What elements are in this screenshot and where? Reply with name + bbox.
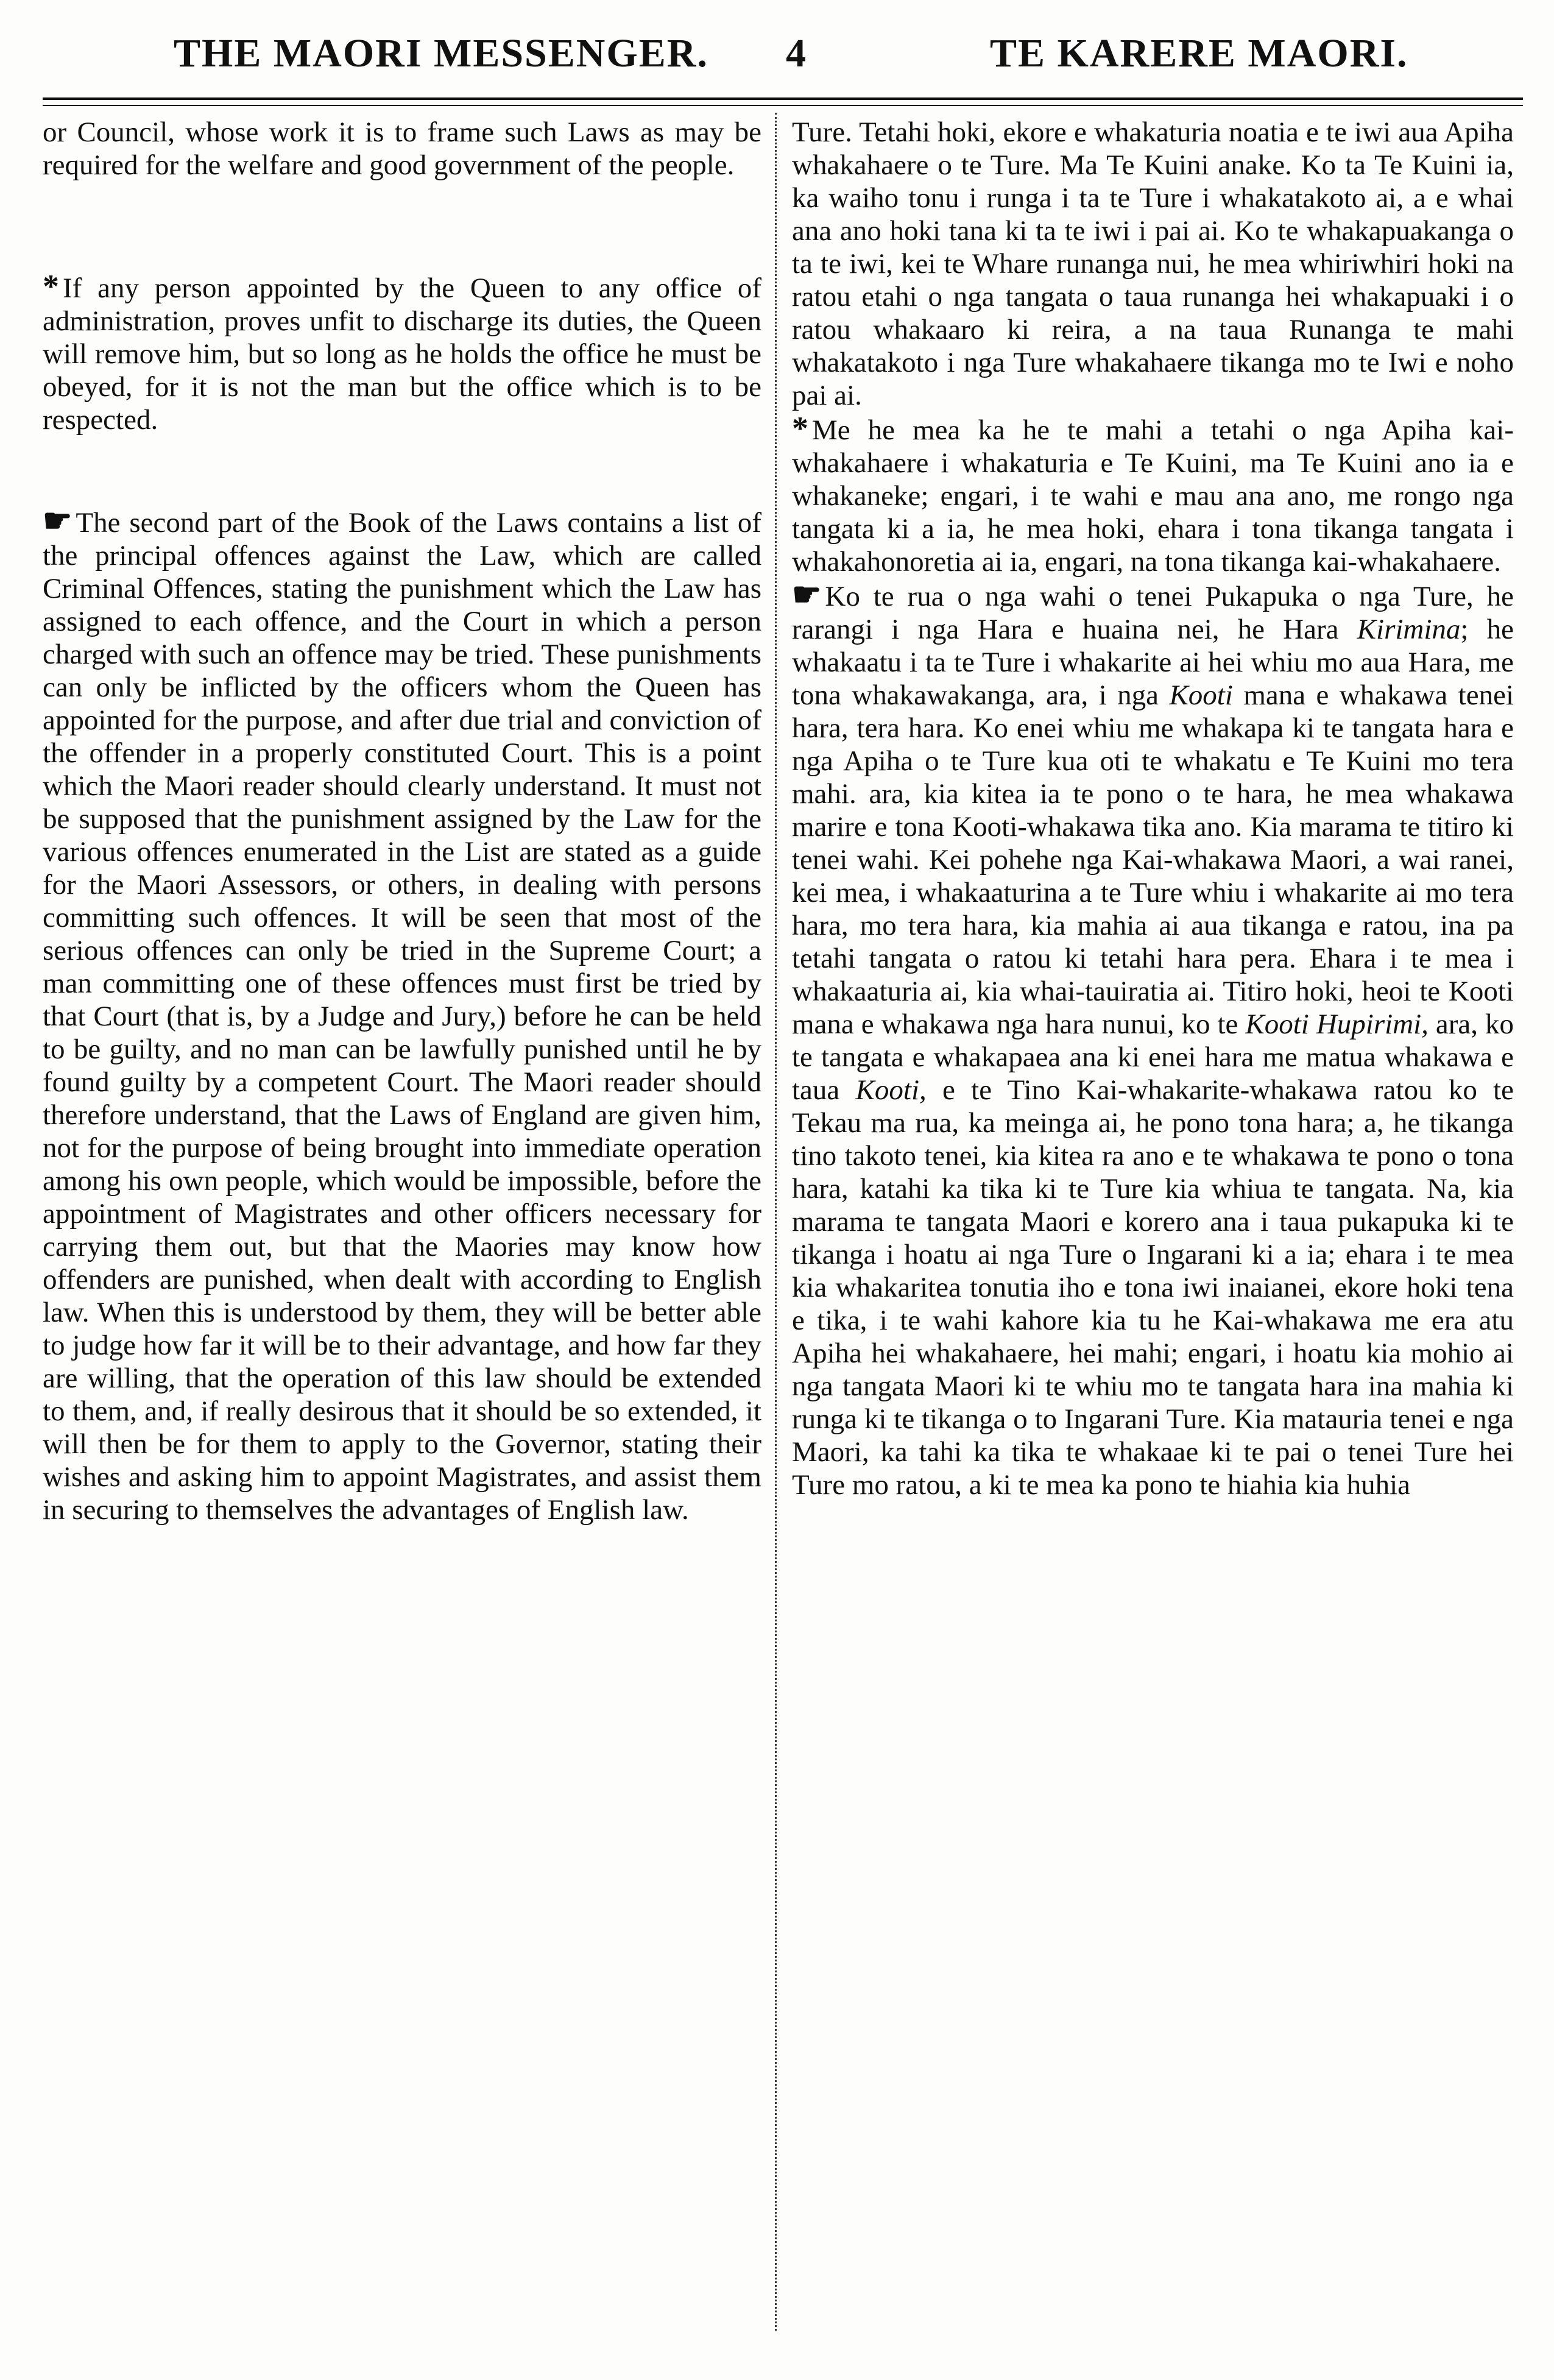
maori-paragraph-apiha [792,412,1514,578]
page-header [0,12,1554,91]
maori-column [792,116,1514,1501]
maori-paragraph-apiha-text: Me he mea ka he te mahi a tetahi o nga Apiha kai-whakahaere i whakaturia e Te Kuini, ma Te Kuini ano ia e whakaneke; engari, i te wahi e mau ana ano, me rongo nga tangata ki a ia, he mea hoki, ehara i tona tikanga tangata i whakahonoretia ai ia, engari, na tona tikanga kai-whakahaere. [792,414,1514,578]
italic-kooti-hupirimi: Kooti Hupirimi, [1245,1008,1429,1040]
maori-paragraph-hara [792,578,1514,1501]
maori-paragraph-ture-text: Ture. Tetahi hoki, ekore e whakaturia noatia e te iwi aua Apiha whakahaere o te Ture. Ma Te Kuini anake. Ko ta Te Kuini ia, ka waiho tonu i runga i ta te Ture i whakatakoto ai, a e whai ana ano hoki tana ki ta te iwi i pai ai. Ko te whakapuakanga o ta te iwi, kei te Whare runanga nui, he mea whiriwhiri hoki na ratou etahi o nga tangata o taua runanga hei whakapuaki i o ratou whakaaro ki reira, a na taua Runanga te mahi whakatakoto i nga Ture whakahaere tikanga mo te Iwi e noho pai ai. [792,116,1514,411]
pointing-hand-icon: ☛ [792,576,822,613]
paragraph-gap [43,182,761,270]
english-paragraph-offences [43,505,761,1526]
italic-kooti: Kooti [1169,679,1233,711]
english-paragraph-council [43,116,761,182]
header-rule [43,97,1523,100]
maori-paragraph-hara-text: ; he whakaatu i ta te Ture i whakarite ai hei whiu mo aua Hara, me tona whakawakanga, ara, i nga [792,614,1514,711]
english-column [43,116,761,1526]
maori-paragraph-ture [792,116,1514,412]
asterisk-mark-icon: * [792,410,808,447]
masthead-english: THE MAORI MESSENGER. [174,31,708,76]
english-paragraph-council-text: or Council, whose work it is to frame such Laws as may be required for the welfare and good government of the people. [43,116,761,181]
english-paragraph-offences-text: The second part of the Book of the Laws contains a list of the principal offences against the Law, which are called Criminal Offences, stating the punishment which the Law has assigned to each offence, and the Court in which a person charged with such an offence may be tried. These punishments can only be inflicted by the officers whom the Queen has appointed for the purpose, and after due trial and conviction of the offender in a properly constituted Court. This is a point which the Maori reader should clearly understand. It must not be supposed that the punishment assigned by the Law for the various offences enumerated in the List are stated as a guide for the Maori Assessors, or others, in dealing with persons committing such offences. It will be seen that most of the serious offences can only be tried in the Supreme Court; a man committing one of these offences must first be tried by that Court (that is, by a Judge and Jury,) before he can be held to be guilty, and no man can be lawfully punished until he by found guilty by a competent Court. The Maori reader should therefore understand, that the Laws of England are given him, not for the purpose of being brought into immediate operation among his own people, which would be impossible, before the appointment of Magistrates and other officers necessary for carrying them out, but that the Maories may know how offenders are punished, when dealt with according to English law. When this is understood by them, they will be better able to judge how far it will be to their advantage, and how far they are willing, that the operation of this law should be extended to them, and, if really desirous that it should be so extended, it will then be for them to apply to the Governor, stating their wishes and asking him to appoint Magistrates, and assist them in securing to themselves the advantages of English law. [43,507,761,1526]
italic-kirimina: Kirimina [1357,614,1461,645]
masthead-maori: TE KARERE MAORI. [990,31,1408,76]
column-divider [775,113,777,2331]
maori-paragraph-hara-text: Ko te rua o nga wahi o tenei Pukapuka o nga Ture, he rarangi i nga Hara e huaina nei, he Hara [792,581,1514,645]
maori-paragraph-hara-text: mana e whakawa tenei hara, tera hara. Ko enei whiu me whakapa ki te tangata hara e nga Apiha o te Ture kua oti te whakatu e Te Kuini mo tera mahi. ara, kia kitea ia te pono o te hara, he mea whakawa marire e tona Kooti-whakawa tika ano. Kia marama te titiro ki tenei wahi. Kei pohehe nga Kai-whakawa Maori, a wai ranei, kei mea, i whakaaturina a te Ture whiu i whakarite ai mo tera hara, mo tera hara, kia mahia ai aua tikanga e ratou, ina pa tetahi tangata o ratou ki tetahi hara pera. Ehara i te mea i whakaaturia ai, kia whai-tauiratia ai. Titiro hoki, heoi te Kooti mana e whakawa nga hara nunui, ko te [792,679,1514,1040]
header-rule-thin [43,105,1523,106]
english-paragraph-office [43,270,761,436]
italic-kooti: Kooti, [855,1074,927,1106]
page-number: 4 [786,31,807,76]
maori-paragraph-hara-text: e te Tino Kai-whakarite-whakawa ratou ko te Tekau ma rua, ka meinga ai, he pono tona hara; a, he tikanga tino takoto tenei, kia kitea ra ano e te whakawa te pono o tona hara, katahi ka tika ki te Ture kia whiua te tangata. Na, kia marama te tangata Maori e korero ana i taua pukapuka ki te tikanga i hoatu ai nga Ture o Ingarani ki a ia; ehara i te mea kia whakaritea tonutia iho e tona iwi inaianei, ekore hoki tena e tika, i te wahi kahore kia tu he Kai-whakawa me era atu Apiha hei whakahaere, hei mahi; engari, i hoatu kia mohio ai nga tangata Maori ki te whiu mo te tangata hara ina mahia ki runga ki te tikanga o to Ingarani Ture. Kia matauria tenei e nga Maori, ka tahi ka tika te whakaae ki te pai o tenei Ture hei Ture mo ratou, a ki te mea ka pono te hiahia kia huhia [792,1074,1514,1501]
paragraph-gap [43,436,761,505]
asterisk-mark-icon: * [43,268,59,305]
pointing-hand-icon: ☛ [43,503,72,539]
english-paragraph-office-text: If any person appointed by the Queen to any office of administration, proves unfit to discharge its duties, the Queen will remove him, but so long as he holds the office he must be obeyed, for it is not the man but the office which is to be respected. [43,272,761,436]
maori-paragraph-hara-text: ara, ko te tangata e whakapaea ana ki enei hara me matua whakawa e taua [792,1008,1514,1106]
